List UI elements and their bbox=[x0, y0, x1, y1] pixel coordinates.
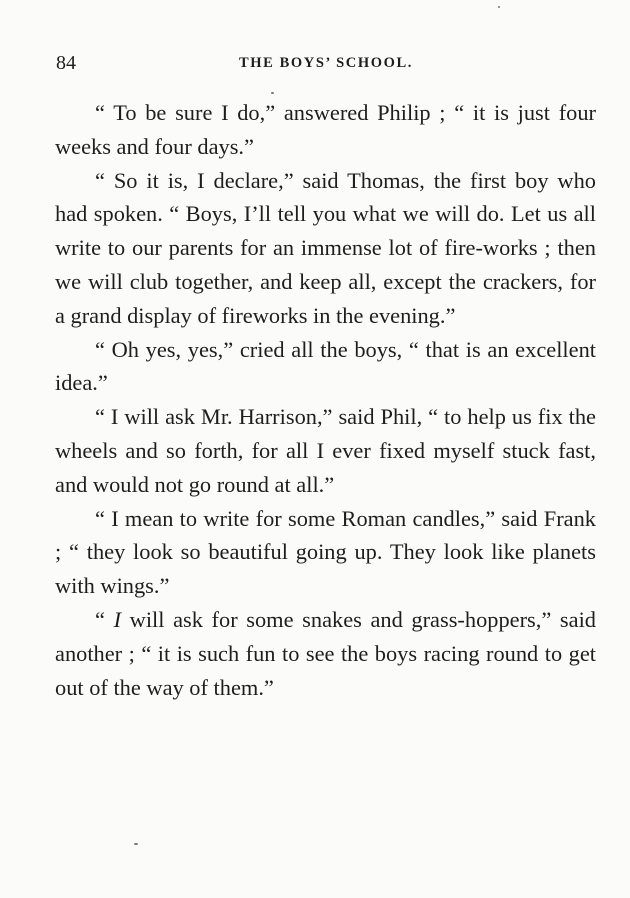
paragraph-6-emphasis: I bbox=[113, 606, 122, 632]
paragraph-5: “ I mean to write for some Roman candles,” said Frank ; “ they look so beautiful going up. They look like planets with wings.” bbox=[55, 505, 596, 599]
paragraph-6 bbox=[55, 603, 596, 704]
paper-speck bbox=[498, 6, 500, 8]
paper-speck bbox=[271, 92, 274, 94]
paragraph-2: “ So it is, I declare,” said Thomas, the first boy who had spoken. “ Boys, I’ll tell you what we will do. Let us all write to our parents for an immense lot of fire-works ; then we will club together, and keep all, except the crackers, for a grand display of fireworks in the evening.” bbox=[55, 167, 596, 328]
paragraph-1: “ To be sure I do,” answered Philip ; “ it is just four weeks and four days.” bbox=[55, 100, 596, 159]
paper-speck bbox=[134, 843, 138, 845]
paragraph-4: “ I will ask Mr. Harrison,” said Phil, “ to help us fix the wheels and so forth, for all I ever fixed myself stuck fast, and would not go round at all.” bbox=[55, 404, 596, 497]
page-number: 84 bbox=[56, 52, 76, 74]
paragraph-6-open-quote: “ bbox=[95, 606, 114, 632]
body-text bbox=[55, 96, 596, 704]
paragraph-3: “ Oh yes, yes,” cried all the boys, “ that is an excellent idea.” bbox=[55, 336, 596, 396]
running-head bbox=[56, 52, 596, 78]
running-title: THE BOYS’ SCHOOL. bbox=[239, 55, 413, 71]
paragraph-6-text: will ask for some snakes and grass-hoppers,” said another ; “ it is such fun to see the boys racing round to get out of the way of them.” bbox=[55, 606, 596, 700]
